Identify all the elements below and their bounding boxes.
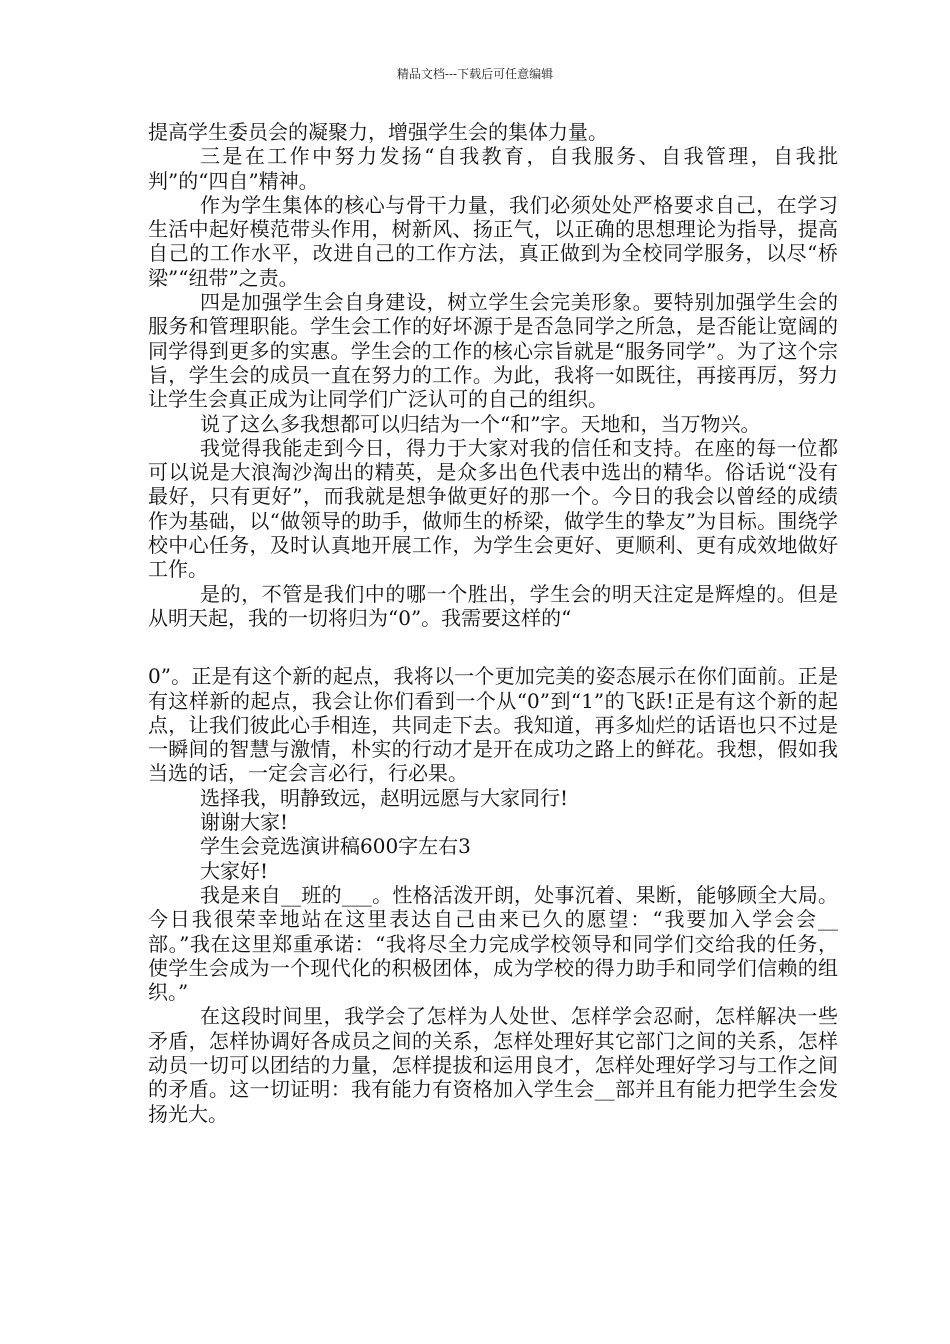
paragraph-12: 我是来自__班的___。性格活泼开朗，处事沉着、果断，能够顾全大局。今日我很荣幸地站在这里表达自己由来已久的愿望：“我要加入学会会__部。”我在这里郑重承诺：“我将尽全力完成学校领导和同学们交给我的任务，使学生会成为一个现代化的积极团体，成为学校的得力助手和同学们信赖的组织。” xyxy=(148,882,838,1005)
page-header: 精品文档---下载后可任意编辑 xyxy=(396,67,554,81)
greeting: 大家好! xyxy=(200,858,269,883)
paragraph-13: 在这段时间里，我学会了怎样为人处世、怎样学会忍耐，怎样解决一些矛盾，怎样协调好各成员之间的关系，怎样处理好其它部门之间的关系，怎样动员一切可以团结的力量，怎样提拔和运用良才，怎样处理好学习与工作之间的矛盾。这一切证明：我有能力有资格加入学生会__部并且有能力把学生会发扬光大。 xyxy=(148,1004,838,1126)
paragraph-3: 四是加强学生会自身建设，树立学生会完美形象。要特别加强学生会的服务和管理职能。学生会工作的好坏源于是否急同学之所急，是否能让宽阔的同学得到更多的实惠。学生会的工作的核心宗旨就是“服务同学”。为了这个宗旨，学生会的成员一直在努力的工作。为此，我将一如既往，再接再厉，努力让学生会真正成为让同学们广泛认可的自己的组织。 xyxy=(148,290,838,412)
paragraph-6: 是的，不管是我们中的哪一个胜出，学生会的明天注定是辉煌的。但是从明天起，我的一切将归为“0”。我需要这样的“ xyxy=(148,581,838,630)
paragraph-9: 谢谢大家! xyxy=(200,810,289,835)
paragraph-7: 0”。正是有这个新的起点，我将以一个更加完美的姿态展示在你们面前。正是有这样新的起点，我会让你们看到一个从“0”到“1”的飞跃!正是有这个新的起点，让我们彼此心手相连，共同走下去。我知道，再多灿烂的话语也只不过是一瞬间的智慧与激情，朴实的行动才是开在成功之路上的鲜花。我想，假如我当选的话，一定会言必行，行必果。 xyxy=(148,664,838,786)
paragraph-2: 作为学生集体的核心与骨干力量，我们必须处处严格要求自己，在学习生活中起好模范带头作用，树新风、扬正气，以正确的思想理论为指导，提高自己的工作水平，改进自己的工作方法，真正做到为全校同学服务，以尽“桥梁”“纽带”之责。 xyxy=(148,192,838,290)
section-title: 学生会竞选演讲稿600字左右3 xyxy=(200,834,471,859)
paragraph-4: 说了这么多我想都可以归结为一个“和”字。天地和，当万物兴。 xyxy=(200,411,761,436)
document-body xyxy=(148,120,838,1126)
blank-line xyxy=(148,630,838,664)
paragraph-1: 三是在工作中努力发扬“自我教育，自我服务、自我管理，自我批判”的“四自”精神。 xyxy=(148,144,838,193)
paragraph-8: 选择我，明静致远，赵明远愿与大家同行! xyxy=(200,785,569,810)
paragraph-0: 提高学生委员会的凝聚力，增强学生会的集体力量。 xyxy=(148,120,608,144)
paragraph-5: 我觉得我能走到今日，得力于大家对我的信任和支持。在座的每一位都可以说是大浪淘沙淘出的精英，是众多出色代表中选出的精华。俗话说“没有最好，只有更好”，而我就是想争做更好的那一个。今日的我会以曾经的成绩作为基础，以“做领导的助手，做师生的桥梁，做学生的挚友”为目标。围绕学校中心任务，及时认真地开展工作，为学生会更好、更顺利、更有成效地做好工作。 xyxy=(148,435,838,582)
